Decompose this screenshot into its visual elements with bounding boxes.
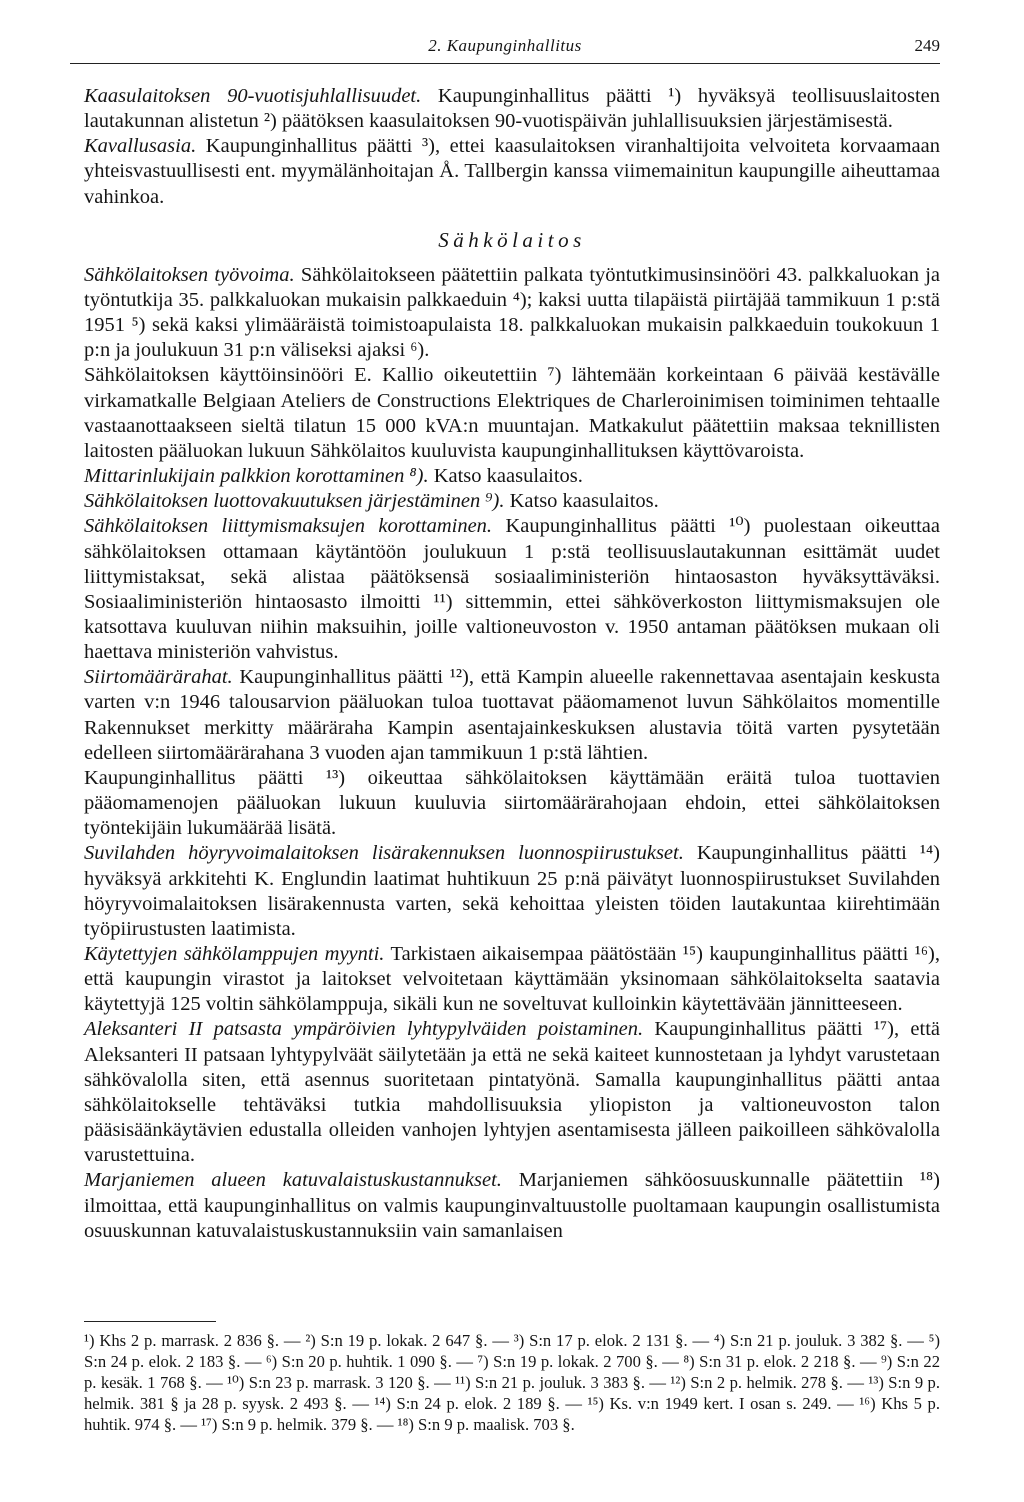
paragraph	[84, 464, 940, 489]
footnote-rule	[84, 1321, 216, 1322]
header-rule	[70, 63, 940, 64]
paragraph-text: Kaupunginhallitus päätti ¹⁰) puolestaan oikeuttaa sähkölaitoksen ottamaan käytäntöön joulukuun 1 p:stä teollisuuslautakunnan esittämät uudet liittymistaksat, sekä alistaa päätöksensä sosiaaliministeriön hintaosaston hyväksyttäväksi. Sosiaaliministeriön hintaosasto ilmoitti ¹¹) sittemmin, ettei sähköverkoston liittymismaksujen ole katsottava kuuluvan niihin maksuihin, joille valtioneuvoston v. 1950 antaman päätöksen mukaan oli haettava ministeriön vahvistus.	[84, 515, 940, 664]
paragraph-heading: Siirtomäärärahat.	[84, 666, 233, 689]
page-number: 249	[914, 36, 940, 55]
running-header	[70, 36, 940, 64]
paragraph-heading: Marjaniemen alueen katuvalaistuskustannukset.	[84, 1169, 502, 1192]
paragraph	[84, 84, 940, 134]
paragraph-text: Kaupunginhallitus päätti ¹) hyväksyä teollisuuslaitosten lautakunnan alistetun ²) päätöksen kaasulaitoksen 90-vuotispäivän juhlallisuuksien järjestämisestä.	[84, 85, 940, 133]
paragraph-text: Katso kaasulaitos.	[428, 465, 583, 488]
paragraph	[84, 942, 940, 1017]
paragraph-text: Kaupunginhallitus päätti ¹²), että Kampin alueelle rakennettavaa asentajain keskusta varten v:n 1946 talousarvion pääluokan tuloa tuottavat pääomamenot luvun Sähkölaitos momentille Rakennukset merkitty määräraha Kampin asentajainkeskuksen alustavia töitä varten pysytetään edelleen siirtomäärärahana 3 vuoden ajan tammikuun 1 p:stä lähtien.	[84, 666, 940, 764]
paragraph-heading: Suvilahden höyryvoimalaitoksen lisärakennuksen luonnospiirustukset.	[84, 842, 684, 865]
paragraph	[84, 665, 940, 766]
paragraph	[84, 514, 940, 665]
paragraph	[84, 766, 940, 841]
paragraph-heading: Kavallusasia.	[84, 135, 197, 158]
footnotes: ¹) Khs 2 p. marrask. 2 836 §. — ²) S:n 19 p. lokak. 2 647 §. — ³) S:n 17 p. elok. 2 131 §. — ⁴) S:n 21 p. jouluk. 3 382 §. — ⁵) S:n 24 p. elok. 2 183 §. — ⁶) S:n 20 p. huhtik. 1 090 §. — ⁷) S:n 19 p. lokak. 2 700 §. — ⁸) S:n 31 p. elok. 2 218 §. — ⁹) S:n 22 p. kesäk. 1 768 §. — ¹⁰) S:n 23 p. marrask. 3 120 §. — ¹¹) S:n 21 p. jouluk. 3 383 §. — ¹²) S:n 2 p. helmik. 278 §. — ¹³) S:n 9 p. helmik. 381 § ja 28 p. syysk. 2 493 §. — ¹⁴) S:n 24 p. elok. 2 189 §. — ¹⁵) Ks. v:n 1949 kert. I osan s. 249. — ¹⁶) Khs 5 p. huhtik. 974 §. — ¹⁷) S:n 9 p. helmik. 379 §. — ¹⁸) S:n 9 p. maalisk. 703 §.	[84, 1331, 940, 1435]
paragraph-heading: Käytettyjen sähkölamppujen myynti.	[84, 943, 385, 965]
paragraph	[84, 363, 940, 464]
paragraph-heading: Aleksanteri II patsasta ympäröivien lyhtypylväiden poistaminen.	[84, 1018, 644, 1041]
paragraph	[84, 134, 940, 209]
paragraph-heading: Sähkölaitoksen liittymismaksujen korottaminen.	[84, 515, 493, 538]
paragraph-heading: Sähkölaitoksen työvoima.	[84, 263, 295, 286]
paragraph-text: Kaupunginhallitus päätti ¹⁷), että Aleksanteri II patsaan lyhtypylväät säilytetään ja että ne sekä kaiteet kunnostetaan ja lyhdyt varustetaan sähkövalolla siten, että asennus suoritetaan pintatyönä. Samalla kaupunginhallitus päätti antaa sähkölaitokselle tehtäväksi tutkia mahdollisuuksia yliopiston ja valtioneuvoston talon pääsisäänkäytävien edustalla olleiden vanhojen lyhtyjen asentamisesta jälleen paikoilleen sähkövalolla varustettuina.	[84, 1018, 941, 1167]
paragraph	[84, 489, 940, 514]
paragraph-text: Katso kaasulaitos.	[504, 490, 659, 513]
paragraph	[84, 841, 940, 942]
paragraph-heading: Mittarinlukijain palkkion korottaminen ⁸).	[84, 465, 429, 488]
paragraph-text: Kaupunginhallitus päätti ¹⁴) hyväksyä arkkitehti K. Englundin laatimat huhtikuun 25 p:nä päivätyt luonnospiirustukset Suvilahden höyryvoimalaitoksen lisärakennusta varten, sekä kehoittaa yleisten töiden lautakuntaa kiirehtimään työpiirustusten laatimista.	[84, 842, 940, 940]
paragraph-text: Kaupunginhallitus päätti ³), ettei kaasulaitoksen viranhaltijoita velvoiteta korvaamaan yhteisvastuullisesti ent. myymälänhoitajan Å. Tallbergin kanssa viimemainitun kaupungille aiheuttamaa vahinkoa.	[84, 135, 940, 208]
paragraph	[84, 1168, 940, 1243]
paragraph	[84, 263, 940, 364]
paragraph-text: Tarkistaen aikaisempaa päätöstään ¹⁵) kaupunginhallitus päätti ¹⁶), että kaupungin virastot ja laitokset velvoitetaan käyttämään yksinomaan sähkölaitokselta saatavia käytettyjä 125 voltin sähkölamppuja, sikäli kun ne soveltuvat kulloinkin käytettävään jännitteeseen.	[84, 943, 940, 1016]
paragraph-text: Sähkölaitokseen päätettiin palkata työntutkimusinsinööri 43. palkkaluokan ja työntutkija 35. palkkaluokan mukaisin palkkaeduin ⁴); kaksi uutta tilapäistä piirtäjää tammikuun 1 p:stä 1951 ⁵) sekä kaksi ylimääräistä toimistoapulaista 18. palkkaluokan mukaisin palkkaeduin toukokuun 1 p:n ja joulukuun 31 p:n väliseksi ajaksi ⁶).	[84, 263, 940, 362]
paragraph-heading: Sähkölaitoksen luottovakuutuksen järjestäminen ⁹).	[84, 490, 505, 513]
section-title: Sähkölaitos	[438, 227, 586, 252]
paragraph-heading: Kaasulaitoksen 90-vuotisjuhlallisuudet.	[84, 85, 422, 107]
paragraph-text: Sähkölaitoksen käyttöinsinööri E. Kallio oikeutettiin ⁷) lähtemään korkeintaan 6 päivää kestävälle virkamatkalle Belgiaan Ateliers de Constructions Elektriques de Charleroinimisen toiminimen tehtaalle vastaanottaakseen sieltä tilatun 15 000 kVA:n muuntajan. Matkakulut päätettiin maksaa teknillisten laitosten pääluokan lukuun Sähkölaitos kuuluvista kaupunginhallituksen käyttövaroista.	[84, 364, 940, 462]
running-title: 2. Kaupunginhallitus	[428, 36, 582, 55]
paragraph	[84, 1017, 940, 1168]
body-text	[84, 84, 940, 1244]
paragraph-text: Marjaniemen sähköosuuskunnalle päätettiin ¹⁸) ilmoittaa, että kaupunginhallitus on valmis kaupunginvaltuustolle puoltamaan kaupungin osallistumista osuuskunnan katuvalaistuskustannuksiin vain samanlaisen	[84, 1169, 940, 1242]
paragraph-text: Kaupunginhallitus päätti ¹³) oikeuttaa sähkölaitoksen käyttämään eräitä tuloa tuottavien pääomamenojen pääluokan lukuun kuuluvia siirtomäärärahojaan ehdoin, ettei sähkölaitoksen työntekijäin lukumäärää lisätä.	[84, 766, 940, 840]
